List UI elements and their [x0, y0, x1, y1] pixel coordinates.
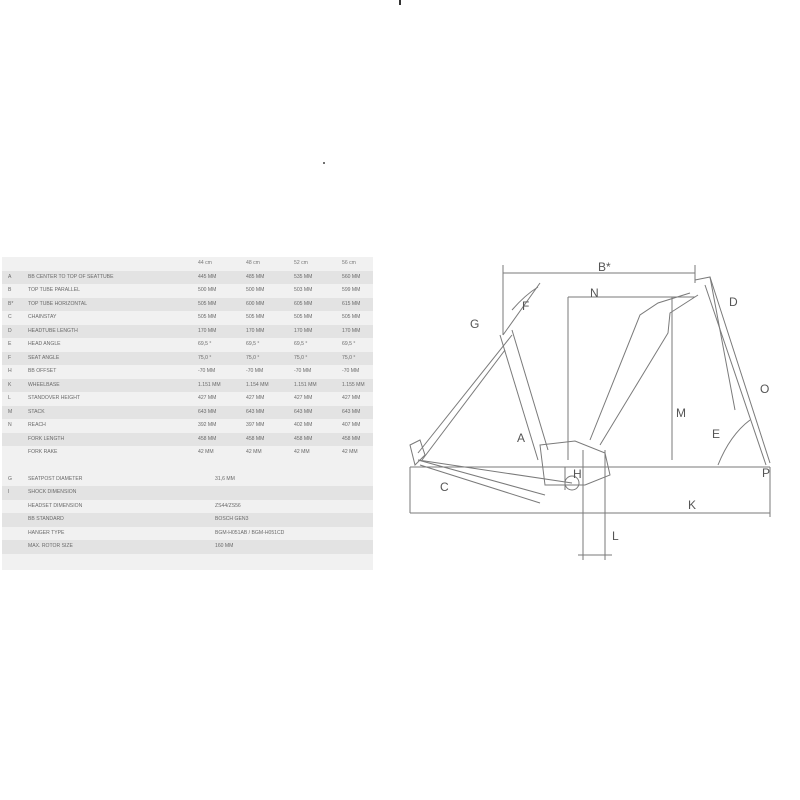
table-row [2, 298, 373, 312]
row-value: 170 MM [342, 327, 361, 334]
label-f: F [522, 299, 530, 313]
label-p: P [762, 466, 771, 480]
table-row [2, 392, 373, 406]
spec-name: HANGER TYPE [28, 529, 65, 536]
top-tube [590, 293, 690, 440]
label-b-star: B* [598, 260, 611, 274]
label-o: O [760, 382, 770, 396]
row-value: 1.151 MM [294, 381, 317, 388]
row-value: 42 MM [246, 449, 262, 455]
table-spacer [2, 460, 373, 473]
row-key: L [8, 395, 11, 401]
spec-key: G [8, 475, 12, 482]
row-value: 505 MM [342, 314, 361, 320]
spec-row [2, 473, 373, 487]
row-value: 75,0 ° [294, 354, 308, 361]
label-k: K [688, 498, 697, 512]
row-name: CHAINSTAY [28, 314, 57, 320]
row-value: 42 MM [294, 449, 310, 455]
row-key: M [8, 408, 13, 415]
row-value: 170 MM [198, 327, 217, 334]
row-name: FORK RAKE [28, 449, 58, 455]
row-value: 402 MM [294, 422, 313, 428]
row-value: 605 MM [294, 300, 313, 307]
row-value: 427 MM [294, 395, 313, 401]
row-key: H [8, 368, 12, 374]
geometry-table-panel [2, 257, 373, 570]
row-value: 427 MM [198, 395, 217, 401]
spec-name: SHOCK DIMENSION [28, 489, 77, 495]
row-name: HEAD ANGLE [28, 341, 61, 347]
seat-stay [418, 335, 512, 453]
row-value: 170 MM [294, 327, 313, 334]
row-value: 505 MM [246, 314, 265, 320]
row-value: 458 MM [246, 435, 265, 442]
spec-value: 160 MM [215, 543, 234, 549]
row-value: -70 MM [246, 368, 264, 374]
frame-geometry-diagram [400, 255, 800, 575]
stray-dot [323, 162, 325, 164]
size-header: 48 cm [246, 260, 260, 266]
row-value: 458 MM [342, 435, 361, 442]
row-value: 600 MM [246, 300, 265, 307]
row-value: 397 MM [246, 422, 265, 428]
row-value: -70 MM [294, 368, 312, 374]
row-value: -70 MM [342, 368, 360, 374]
row-key: E [8, 341, 12, 347]
row-value: 505 MM [294, 314, 313, 320]
row-value: 1.155 MM [342, 381, 365, 388]
row-name: WHEELBASE [28, 381, 60, 388]
row-key: A [8, 273, 12, 280]
row-value: 505 MM [198, 314, 217, 320]
spec-key: I [8, 489, 10, 495]
spec-row [2, 500, 373, 514]
row-name: BB CENTER TO TOP OF SEATTUBE [28, 273, 114, 280]
table-row [2, 311, 373, 325]
size-header: 56 cm [342, 260, 356, 266]
size-header: 52 cm [294, 260, 308, 266]
row-value: 500 MM [246, 287, 265, 293]
row-value: 69,5 ° [246, 341, 260, 347]
spec-name: HEADSET DIMENSION [28, 502, 83, 509]
label-d: D [729, 295, 738, 309]
spec-name: BB STANDARD [28, 516, 64, 522]
table-row [2, 271, 373, 285]
table-row [2, 379, 373, 393]
row-name: REACH [28, 422, 46, 428]
head-angle-arc [718, 420, 750, 465]
row-value: 560 MM [342, 273, 361, 280]
label-g: G [470, 317, 480, 331]
frame-outline [410, 265, 770, 560]
row-value: 69,5 ° [198, 341, 212, 347]
row-key: F [8, 354, 12, 361]
row-value: 427 MM [342, 395, 361, 401]
row-name: STACK [28, 408, 45, 415]
row-name: HEADTUBE LENGTH [28, 327, 78, 334]
top-mark [399, 0, 401, 5]
row-value: 1.151 MM [198, 381, 221, 388]
table-row [2, 338, 373, 352]
label-a: A [517, 431, 526, 445]
chain-stay-2 [420, 465, 540, 503]
spec-value: BGM-H051AB / BGM-H051CD [215, 529, 285, 536]
row-key: D [8, 327, 12, 334]
row-value: 392 MM [198, 422, 217, 428]
spec-name: MAX. ROTOR SIZE [28, 543, 73, 549]
row-name: BB OFFSET [28, 368, 57, 374]
label-e: E [712, 427, 721, 441]
spec-row [2, 527, 373, 541]
frame-drawing [400, 255, 800, 575]
row-value: 615 MM [342, 300, 361, 307]
row-value: 69,5 ° [294, 341, 308, 347]
row-key: K [8, 381, 12, 388]
table-row [2, 325, 373, 339]
row-key: N [8, 422, 12, 428]
row-value: 427 MM [246, 395, 265, 401]
table-row [2, 446, 373, 460]
row-value: 505 MM [198, 300, 217, 307]
row-value: 69,5 ° [342, 341, 356, 347]
chain-stay [418, 460, 545, 495]
row-value: 75,0 ° [342, 354, 356, 361]
label-h: H [573, 467, 582, 481]
label-m: M [676, 406, 686, 420]
spec-row [2, 513, 373, 527]
table-row [2, 433, 373, 447]
row-value: 1.154 MM [246, 381, 269, 388]
row-value: 500 MM [198, 287, 217, 293]
seat-stay-2 [422, 350, 505, 460]
table-header-row [2, 257, 373, 271]
row-value: 535 MM [294, 273, 313, 280]
table-row [2, 352, 373, 366]
spec-row [2, 540, 373, 554]
row-key: B [8, 287, 12, 293]
row-value: 170 MM [246, 327, 265, 334]
row-value: 407 MM [342, 422, 361, 428]
row-value: 643 MM [198, 408, 217, 415]
row-name: STANDOVER HEIGHT [28, 395, 80, 401]
geometry-table [2, 257, 373, 554]
table-row [2, 284, 373, 298]
table-row [2, 419, 373, 433]
row-value: 445 MM [198, 273, 217, 280]
label-c: C [440, 480, 449, 494]
spec-row [2, 486, 373, 500]
spec-value: 31,6 MM [215, 475, 235, 482]
spec-name: SEATPOST DIAMETER [28, 475, 83, 482]
row-value: 643 MM [246, 408, 265, 415]
row-value: 42 MM [342, 449, 358, 455]
size-header: 44 cm [198, 260, 212, 266]
row-value: 599 MM [342, 287, 361, 293]
spec-value: ZS44/ZS56 [215, 502, 241, 509]
row-name: SEAT ANGLE [28, 354, 60, 361]
row-value: 458 MM [294, 435, 313, 442]
row-value: 75,0 ° [246, 354, 260, 361]
spec-value: BOSCH GEN3 [215, 516, 249, 522]
row-value: 485 MM [246, 273, 265, 280]
row-value: 503 MM [294, 287, 313, 293]
label-l: L [612, 529, 619, 543]
row-key: B* [8, 300, 14, 307]
row-value: 643 MM [342, 408, 361, 415]
row-value: 75,0 ° [198, 354, 212, 361]
row-key: C [8, 314, 12, 320]
row-name: TOP TUBE HORIZONTAL [28, 300, 88, 307]
row-name: TOP TUBE PARALLEL [28, 287, 80, 293]
row-value: -70 MM [198, 368, 216, 374]
row-value: 643 MM [294, 408, 313, 415]
top-tube-lower [600, 295, 698, 445]
table-row [2, 365, 373, 379]
label-n: N [590, 286, 599, 300]
row-value: 42 MM [198, 449, 214, 455]
table-row [2, 406, 373, 420]
row-value: 458 MM [198, 435, 217, 442]
row-name: FORK LENGTH [28, 435, 65, 442]
